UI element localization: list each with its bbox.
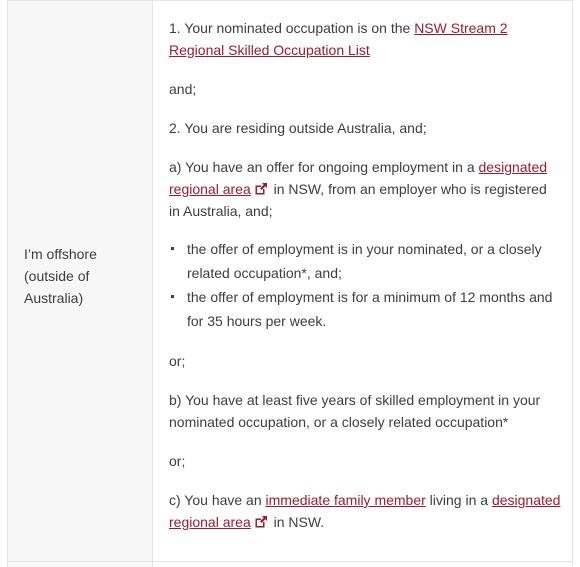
employment-conditions-list (169, 237, 561, 333)
or-separator: or; (169, 353, 186, 369)
requirement-c-text: c) You have an (169, 492, 266, 508)
external-link-icon[interactable] (254, 515, 268, 529)
condition-label: I’m offshore (outside of Australia) (24, 246, 97, 306)
list-item: the offer of employment is for a minimum of 12 months and for 35 hours per week. (169, 285, 561, 333)
eligibility-table (7, 0, 573, 566)
requirement-a-text: a) You have an offer for ongoing employment in a (169, 159, 479, 175)
designated-regional-area-link[interactable]: designated regional area (169, 159, 548, 197)
requirement-1 (169, 17, 561, 61)
and-separator: and; (169, 81, 197, 97)
requirement-c-suffix: in NSW. (269, 514, 325, 530)
requirements-cell (153, 1, 573, 567)
requirement-1-text: 1. Your nominated occupation is on the (169, 20, 415, 36)
designated-regional-area-link[interactable]: designated regional area (169, 492, 561, 530)
or-separator: or; (169, 453, 186, 469)
requirement-a (169, 156, 561, 222)
requirement-c (169, 489, 561, 533)
external-link-icon[interactable] (254, 182, 268, 196)
requirement-a-suffix: in NSW, from an employer who is registered in Australia, and; (169, 181, 547, 219)
requirement-2: 2. You are residing outside Australia, and; (169, 120, 427, 136)
table-divider (7, 561, 573, 562)
condition-cell (7, 1, 153, 567)
requirement-c-mid: living in a (425, 492, 492, 508)
occupation-list-link[interactable]: NSW Stream 2 Regional Skilled Occupation List (169, 20, 508, 58)
requirements-content (169, 17, 561, 533)
requirement-b: b) You have at least five years of skilled employment in your nominated occupation, or a closely related occupation* (169, 392, 541, 430)
list-item: the offer of employment is in your nominated, or a closely related occupation*, and; (169, 237, 561, 285)
immediate-family-member-link[interactable]: immediate family member (265, 492, 426, 508)
